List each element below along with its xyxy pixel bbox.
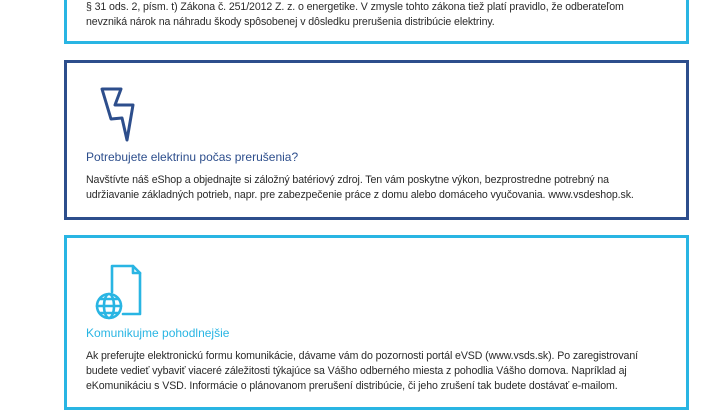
legal-info-line: § 31 ods. 2, písm. t) Zákona č. 251/2012 Z. z. o energetike. V zmysle tohto zákona tiež platí pravidlo, že odberateľom [86, 1, 624, 13]
backup-power-text [86, 173, 674, 203]
legal-info-box [64, 0, 689, 44]
document-globe-icon [93, 262, 143, 322]
backup-power-line: udržiavanie základných potrieb, napr. pre zabezpečenie práce z domu alebo domáceho vyučovania. www.vsdeshop.sk. [86, 189, 634, 201]
communication-line: Ak preferujte elektronickú formu komunikácie, dávame vám do pozornosti portál eVSD (www.vsds.sk). Po zaregistrovaní [86, 350, 638, 362]
communication-line: budete vedieť vybaviť viaceré záležitosti týkajúce sa Vášho odberného miesta z pohodlia Vášho domova. Napríklad aj [86, 365, 627, 377]
communication-line: eKomunikáciu s VSD. Informácie o plánovanom prerušení distribúcie, či jeho zrušení tak budete dostávať e-mailom. [86, 380, 618, 392]
communication-text [86, 349, 674, 394]
backup-power-heading: Potrebujete elektrinu počas prerušenia? [86, 150, 299, 164]
communication-box [64, 235, 689, 410]
backup-power-box [64, 60, 689, 220]
backup-power-line: Navštívte náš eShop a objednajte si záložný batériový zdroj. Ten vám poskytne výkon, bezprostredne potrebný na [86, 174, 609, 186]
lightning-bolt-icon [99, 85, 139, 143]
communication-heading: Komunikujme pohodlnejšie [86, 326, 230, 340]
legal-info-line: nevzniká nárok na náhradu škody spôsobenej v dôsledku prerušenia distribúcie elektriny. [86, 16, 495, 28]
legal-info-text [86, 0, 674, 30]
